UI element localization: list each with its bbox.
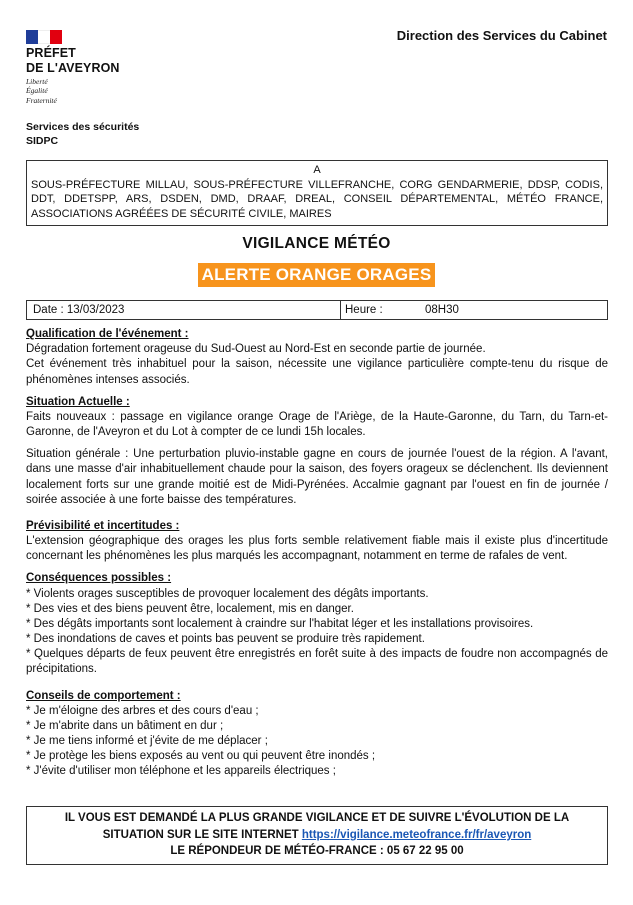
- conseil-item: * Je me tiens informé et j'évite de me déplacer ;: [26, 735, 268, 748]
- situation-text-2: Situation générale : Une perturbation pluvio-instable gagne en cours de journée l'ouest de la région. A l'avant, dans une masse d'air inhabituellement chaude pour la saison, des foyers orageux se déclenchent. Ils deviennent localement forts sur une grande moitié est de Midi-Pyrénées. Accalmie gagnant par l'ouest en fin de journée / soirée associée à une forte baisse des températures.: [26, 448, 608, 506]
- previsibilite-text: L'extension géographique des orages les plus forts semble relativement fiable mais il existe plus d'incertitude concernant les phénomènes les plus marqués les accompagnant, notamment en terme de rafales de vent.: [26, 535, 608, 563]
- footer-line1: IL VOUS EST DEMANDÉ LA PLUS GRANDE VIGILANCE ET DE SUIVRE L'ÉVOLUTION DE LA: [64, 812, 570, 824]
- conseil-item: * Je protège les biens exposés au vent ou qui peuvent être inondés ;: [26, 750, 376, 763]
- time-label: Heure :: [345, 304, 383, 316]
- page-title: VIGILANCE MÉTÉO: [242, 235, 391, 252]
- main-content: [26, 327, 608, 780]
- motto-egalite: Égalité: [26, 86, 48, 96]
- qualification-title: Qualification de l'événement :: [26, 328, 189, 340]
- consequence-item: * Quelques départs de feux peuvent être enregistrés en forêt suite à des impacts de foudre non accompagnés de précipitations.: [26, 648, 608, 676]
- qualification-text-2: Cet événement très inhabituel pour la saison, nécessite une vigilance particulière compte-tenu du risque de phénomènes intenses associés.: [26, 358, 608, 386]
- consequence-item: * Des inondations de caves et points bas peuvent se produire très rapidement.: [26, 633, 425, 646]
- prefecture-line1: PRÉFET: [26, 46, 76, 60]
- footer-line2: [33, 827, 601, 844]
- date-cell: Date : 13/03/2023: [27, 301, 341, 319]
- service-line1: Services des sécurités: [26, 121, 140, 133]
- letterhead: [26, 26, 611, 116]
- previsibilite-title: Prévisibilité et incertitudes :: [26, 519, 180, 532]
- recipients-list: SOUS-PRÉFECTURE MILLAU, SOUS-PRÉFECTURE VILLEFRANCHE, CORG GENDARMERIE, DDSP, CODIS, DDT, DDETSPP, ARS, DSDEN, DMD, DRAAF, DREAL, CONSEIL DÉPARTEMENTAL, MÉTÉO FRANCE, ASSOCIATIONS AGRÉÉES DE SÉCURITÉ CIVILE, MAIRES: [31, 178, 603, 220]
- consequence-item: * Des vies et des biens peuvent être, localement, mis en danger.: [26, 602, 354, 615]
- vigilance-website-link[interactable]: https://vigilance.meteofrance.fr/fr/aveyron: [301, 828, 532, 841]
- republic-motto: [26, 77, 57, 105]
- qualification-text-1: Dégradation fortement orageuse du Sud-Ouest au Nord-Est en seconde partie de journée.: [26, 343, 486, 356]
- footer-line3: LE RÉPONDEUR DE MÉTÉO-FRANCE : 05 67 22 95 00: [170, 845, 464, 858]
- service-line2: SIDPC: [26, 134, 59, 147]
- recipients-to: A: [313, 164, 321, 176]
- situation-text-1: Faits nouveaux : passage en vigilance orange Orage de l'Ariège, de la Haute-Garonne, du Tarn, du Tarn-et-Garonne, de l'Aveyron et du Lot à compter de ce lundi 15h locales.: [26, 410, 608, 439]
- time-cell: [341, 301, 607, 319]
- date-time-table: [26, 300, 608, 320]
- consequences-title: Conséquences possibles :: [26, 572, 172, 585]
- situation-title: Situation Actuelle :: [26, 395, 130, 408]
- recipients-box: [26, 160, 608, 226]
- conseil-item: * J'évite d'utiliser mon téléphone et les appareils électriques ;: [26, 765, 336, 778]
- marianne-flag-logo: [26, 30, 62, 44]
- direction-title: Direction des Services du Cabinet: [396, 28, 607, 43]
- prefecture-line2: DE L'AVEYRON: [26, 61, 120, 75]
- conseils-title: Conseils de comportement :: [26, 689, 181, 702]
- time-value: 08H30: [425, 304, 459, 316]
- consequence-item: * Violents orages susceptibles de provoquer localement des dégâts importants.: [26, 587, 429, 600]
- conseil-item: * Je m'éloigne des arbres et des cours d'eau ;: [26, 704, 259, 717]
- alert-label: ALERTE ORANGE ORAGES: [198, 263, 436, 287]
- consequence-item: * Des dégâts importants sont localement à craindre sur l'habitat léger et les installations provisoires.: [26, 617, 534, 630]
- alert-banner: [0, 263, 633, 287]
- footer-line2-prefix: SITUATION SUR LE SITE INTERNET: [102, 828, 299, 841]
- prefecture-name: [26, 46, 120, 76]
- motto-fraternite: Fraternité: [26, 95, 57, 105]
- conseil-item: * Je m'abrite dans un bâtiment en dur ;: [26, 719, 224, 732]
- footer-notice-box: [26, 806, 608, 865]
- service-block: [26, 121, 139, 148]
- motto-liberte: Liberté: [26, 77, 48, 86]
